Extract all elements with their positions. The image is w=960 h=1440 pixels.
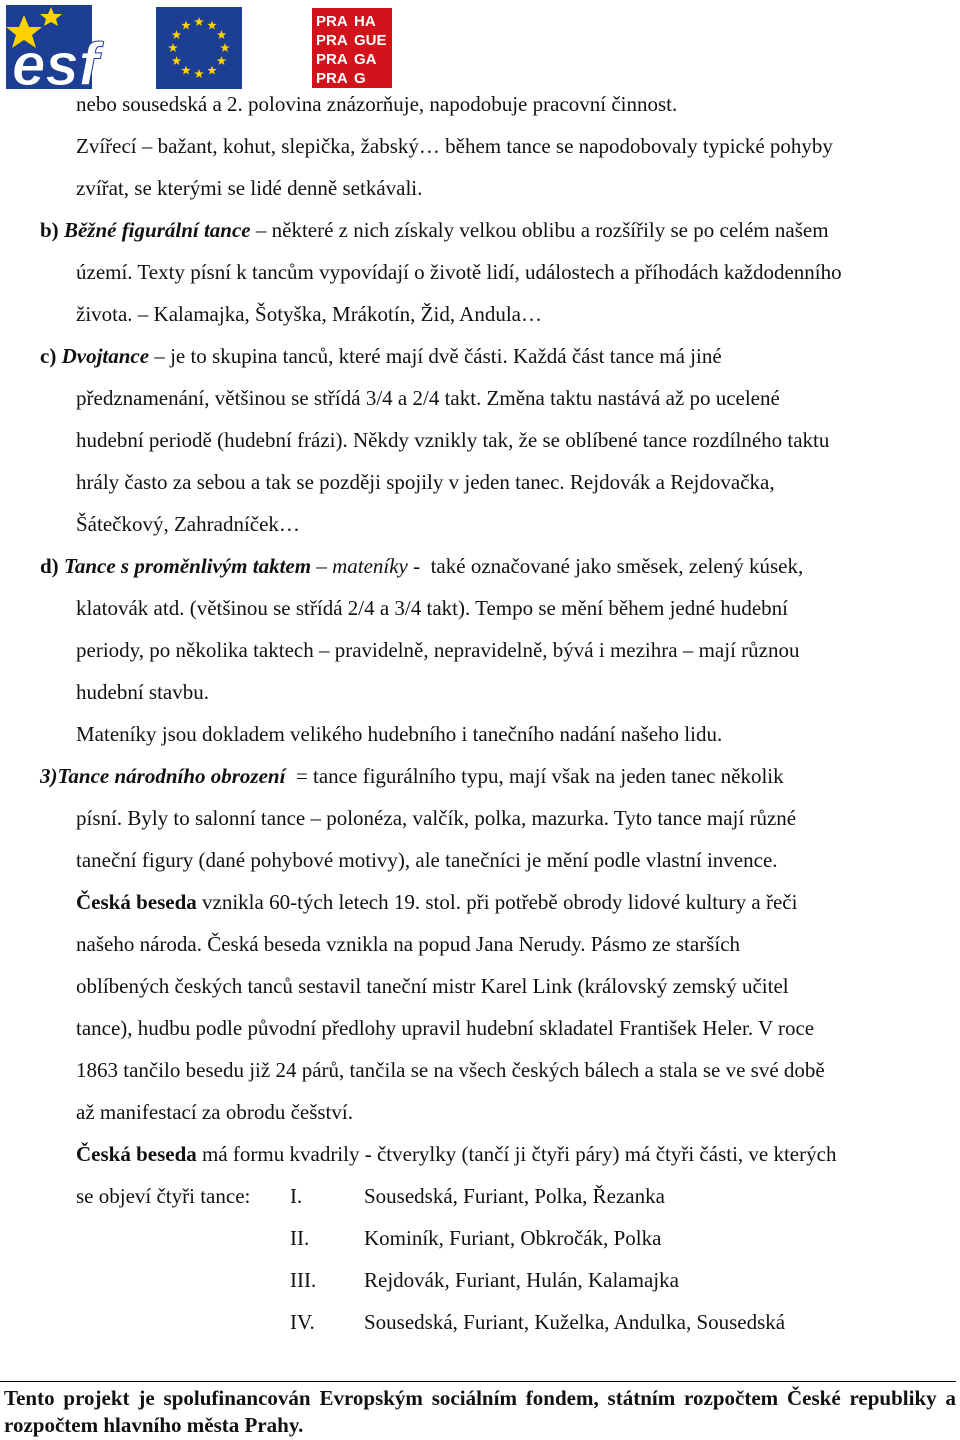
text-line: [40, 762, 960, 790]
text-run: taneční figury (dané pohybové motivy), ale tanečníci je mění podle vlastní invence.: [76, 848, 778, 872]
text-run: – je to skupina tanců, které mají dvě části. Každá část tance má jiné: [149, 344, 722, 368]
text-run: oblíbených českých tanců sestavil taneční mistr Karel Link (královský zemský učitel: [76, 974, 789, 998]
text-line: [76, 678, 960, 706]
text-run: Mateníky jsou dokladem velikého hudebního i tanečního nadání našeho lidu.: [76, 722, 723, 746]
text-line: [76, 300, 960, 328]
text-run: nebo sousedská a 2. polovina znázorňuje, napodobuje pracovní činnost.: [76, 92, 678, 116]
text-line: [76, 636, 960, 664]
text-line: [76, 384, 960, 412]
text-line: [76, 888, 960, 916]
text-run: c): [40, 344, 62, 368]
page-header: [0, 0, 960, 92]
text-run: b): [40, 218, 64, 242]
dance-list-item: Kominík, Furiant, Obkročák, Polka: [364, 1226, 662, 1250]
text-run: předznamenání, většinou se střídá 3/4 a 2/4 takt. Změna taktu nastává až po ucelené: [76, 386, 780, 410]
dance-list-numeral: III.: [290, 1268, 317, 1292]
dance-list-numeral: I.: [290, 1184, 303, 1208]
text-run: 3)Tance národního obrození: [40, 764, 286, 788]
text-run: periody, po několika taktech – pravidelně, nepravidelně, bývá i mezihra – mají různou: [76, 638, 800, 662]
text-line: [76, 258, 960, 286]
prague-logo-text: G: [354, 70, 366, 87]
text-line: [76, 846, 960, 874]
text-run: 1863 tančilo besedu již 24 párů, tančila se na všech českých bálech a stala se ve své době: [76, 1058, 825, 1082]
text-run: – některé z nich získaly velkou oblibu a rozšířily se po celém našem: [250, 218, 829, 242]
text-line: [76, 804, 960, 832]
text-line: [40, 552, 960, 580]
text-line: [76, 1140, 960, 1168]
text-line: [76, 1014, 960, 1042]
text-line: [76, 174, 960, 202]
footer-divider: [0, 1381, 956, 1382]
esf-logo-text: esf: [12, 31, 99, 89]
text-run: hudební periodě (hudební frázi). Někdy vznikly tak, že se oblíbené tance rozdílného taktu: [76, 428, 830, 452]
text-run: písní. Byly to salonní tance – polonéza, valčík, polka, mazurka. Tyto tance mají různé: [76, 806, 797, 830]
prague-logo-text: PRA: [316, 32, 348, 49]
text-line: [76, 720, 960, 748]
text-line: [76, 468, 960, 496]
text-line: [40, 216, 960, 244]
prague-logo: [312, 8, 392, 88]
text-run: klatovák atd. (většinou se střídá 2/4 a 3/4 takt). Tempo se mění během jedné hudební: [76, 596, 788, 620]
text-line: [76, 132, 960, 160]
text-line: [76, 426, 960, 454]
dance-list-item: Sousedská, Furiant, Polka, Řezanka: [364, 1184, 665, 1208]
text-run: území. Texty písní k tancům vypovídají o životě lidí, událostech a příhodách každodenního: [76, 260, 842, 284]
text-run: zvířat, se kterými se lidé denně setkávali.: [76, 176, 423, 200]
text-line: [40, 342, 960, 370]
text-run: Běžné figurální tance: [63, 218, 251, 242]
text-line: [76, 1098, 960, 1126]
text-run: mateníky: [332, 554, 408, 578]
text-line: [76, 90, 960, 118]
text-run: Česká beseda: [76, 890, 197, 914]
text-run: Česká beseda: [76, 1142, 197, 1166]
text-run: má formu kvadrily - čtverylky (tančí ji čtyři páry) má čtyři části, ve kterých: [196, 1142, 837, 1166]
prague-logo-text: GA: [354, 51, 377, 68]
text-line: [76, 930, 960, 958]
prague-logo-text: PRA: [316, 70, 348, 87]
text-run: Dvojtance: [61, 344, 150, 368]
text-line: [76, 594, 960, 622]
text-run: Zvířecí – bažant, kohut, slepička, žabský… během tance se napodobovaly typické pohyby: [76, 134, 833, 158]
text-run: Šátečkový, Zahradníček…: [76, 512, 300, 536]
text-run: = tance figurálního typu, mají však na jeden tanec několik: [285, 764, 784, 788]
text-run: Tance s proměnlivým taktem: [63, 554, 312, 578]
prague-logo-text: GUE: [354, 32, 387, 49]
text-run: –: [311, 554, 333, 578]
text-run: se objeví čtyři tance:: [76, 1184, 251, 1208]
dance-list-numeral: II.: [290, 1226, 310, 1250]
prague-logo-text: PRA: [316, 13, 348, 30]
text-run: - také označované jako směsek, zelený kúsek,: [407, 554, 804, 578]
text-run: d): [40, 554, 64, 578]
text-line: [76, 510, 960, 538]
footer-funding-note: Tento projekt je spolufinancován Evropským sociálním fondem, státním rozpočtem České republiky a rozpočtem hlavního města Prahy.: [4, 1386, 956, 1437]
dance-list-item: Rejdovák, Furiant, Hulán, Kalamajka: [364, 1268, 679, 1292]
text-run: hudební stavbu.: [76, 680, 209, 704]
text-run: vznikla 60-tých letech 19. stol. při potřebě obrody lidové kultury a řeči: [196, 890, 798, 914]
text-line: [76, 972, 960, 1000]
prague-logo-text: PRA: [316, 51, 348, 68]
text-run: našeho národa. Česká beseda vznikla na popud Jana Nerudy. Pásmo ze starších: [76, 932, 741, 956]
dance-list-numeral: IV.: [290, 1310, 315, 1334]
dance-list-item: Sousedská, Furiant, Kuželka, Andulka, Sousedská: [364, 1310, 786, 1334]
text-run: tance), hudbu podle původní předlohy upravil hudební skladatel František Heler. V roce: [76, 1016, 815, 1040]
esf-logo: [6, 5, 242, 89]
prague-logo-text: HA: [354, 13, 376, 30]
text-run: hrály často za sebou a tak se později spojily v jeden tanec. Rejdovák a Rejdovačka,: [76, 470, 775, 494]
text-line: [76, 1056, 960, 1084]
text-run: až manifestací za obrodu češství.: [76, 1100, 353, 1124]
text-run: života. – Kalamajka, Šotyška, Mrákotín, Žid, Andula…: [76, 302, 542, 326]
